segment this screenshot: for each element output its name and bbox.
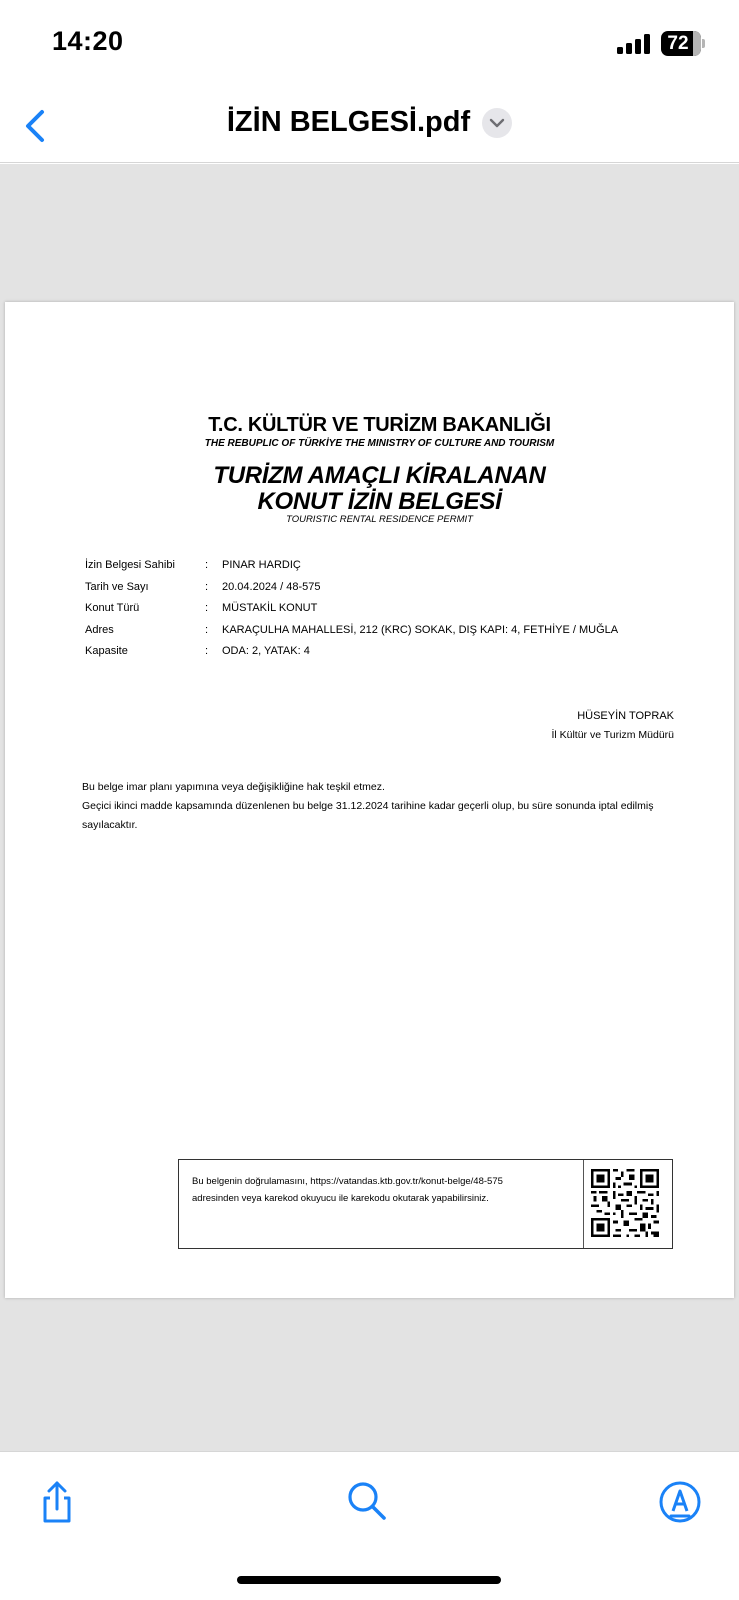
note-line: Geçici ikinci madde kapsamında düzenlenen bu belge 31.12.2024 tarihine kadar geçerli olup, bu süre sonunda iptal edilmiş sayılacaktır.: [82, 800, 654, 831]
ministry-name-en: THE REBUPLIC OF TÜRKİYE THE MINISTRY OF CULTURE AND TOURISM: [204, 438, 555, 449]
verification-box: [178, 1159, 673, 1249]
field-value: KARAÇULHA MAHALLESİ, 212 (KRC) SOKAK, DIŞ KAPI: 4, FETHİYE / MUĞLA: [222, 623, 619, 636]
field-row: Adres : KARAÇULHA MAHALLESİ, 212 (KRC) SOKAK, DIŞ KAPI: 4, FETHİYE / MUĞLA: [85, 623, 619, 636]
divider: [583, 1160, 584, 1248]
field-label: Tarih ve Sayı: [85, 580, 149, 593]
document-title-en: TOURISTIC RENTAL RESIDENCE PERMIT: [286, 514, 473, 525]
home-indicator: [237, 1576, 501, 1584]
permit-fields: [85, 559, 725, 667]
pdf-page: [5, 302, 734, 1298]
signer-block: [551, 706, 674, 744]
field-value: ODA: 2, YATAK: 4: [222, 645, 310, 657]
status-bar: [0, 0, 739, 90]
title-area[interactable]: [0, 106, 739, 139]
signer-name: HÜSEYİN TOPRAK: [577, 710, 674, 722]
notes-block: [82, 778, 692, 835]
verification-text: Bu belgenin doğrulamasını, https://vatandas.ktb.gov.tr/konut-belge/48-575 adresinden veya karekod okuyucu ile karekodu okutarak yapabilirsiniz.: [192, 1176, 503, 1204]
nav-bar: [0, 90, 739, 163]
battery-icon: [661, 31, 705, 56]
field-value: 20.04.2024 / 48-575: [222, 580, 321, 593]
field-label: Kapasite: [85, 645, 128, 657]
ministry-name: T.C. KÜLTÜR VE TURİZM BAKANLIĞI: [208, 414, 551, 436]
qr-code-icon: [591, 1169, 659, 1237]
pdf-viewer[interactable]: [0, 164, 739, 1451]
field-row: Konut Türü : MÜSTAKİL KONUT: [85, 602, 318, 614]
field-label: Adres: [85, 623, 114, 636]
cellular-signal-icon: [617, 34, 651, 54]
status-time: 14:20: [52, 26, 124, 56]
field-label: İzin Belgesi Sahibi: [85, 559, 175, 571]
battery-level: 72: [667, 33, 689, 54]
signer-title: İl Kültür ve Turizm Müdürü: [551, 729, 674, 741]
field-row: Tarih ve Sayı : 20.04.2024 / 48-575: [85, 580, 321, 593]
share-icon[interactable]: [33, 1478, 81, 1526]
document-title[interactable]: İZİN BELGESİ.pdf: [226, 106, 471, 138]
document-title-line2: KONUT İZİN BELGESİ: [257, 488, 502, 515]
document-title-line1: TURİZM AMAÇLI KİRALANAN: [213, 462, 546, 489]
field-row: Kapasite : ODA: 2, YATAK: 4: [85, 645, 310, 657]
field-row: İzin Belgesi Sahibi : PINAR HARDIÇ: [85, 559, 301, 571]
field-value: PINAR HARDIÇ: [222, 559, 301, 571]
title-chevron-down-icon[interactable]: [482, 108, 512, 138]
markup-icon[interactable]: [656, 1478, 704, 1526]
field-value: MÜSTAKİL KONUT: [222, 602, 318, 614]
field-label: Konut Türü: [85, 602, 140, 614]
search-icon[interactable]: [344, 1478, 392, 1526]
note-line: Bu belge imar planı yapımına veya değişikliğine hak teşkil etmez.: [82, 781, 385, 793]
